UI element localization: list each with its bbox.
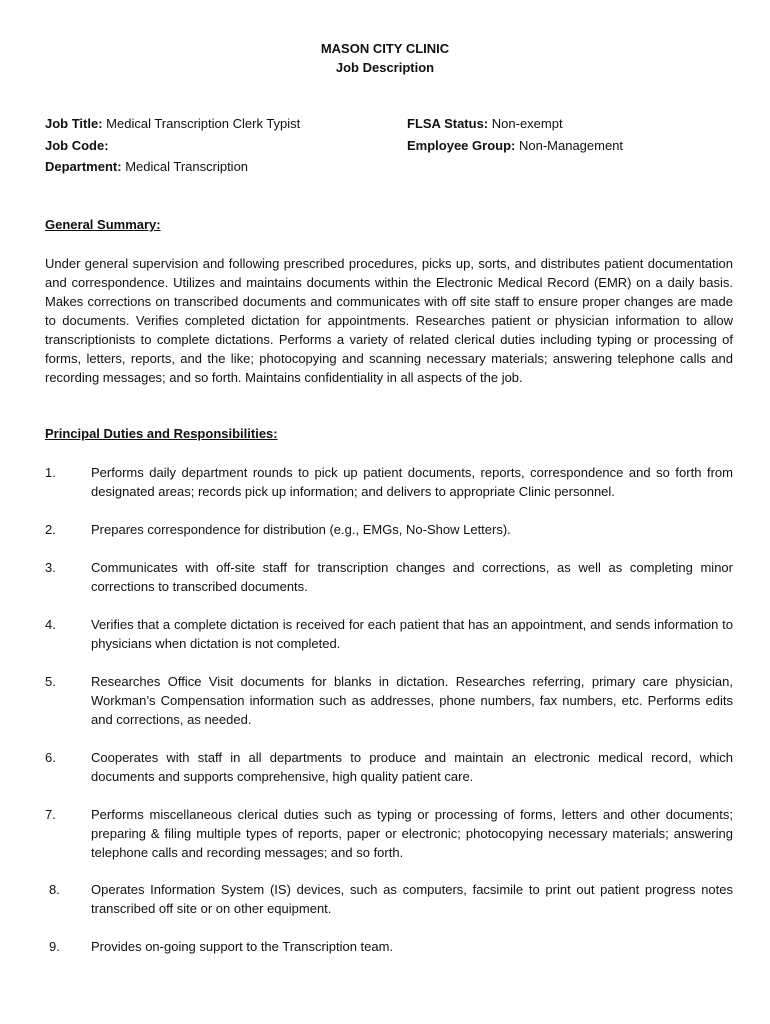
- duty-item: [45, 520, 733, 539]
- general-summary-text: Under general supervision and following prescribed procedures, picks up, sorts, and distributes patient documentation and correspondence. Utilizes and maintains documents within the Electronic Medical Record (EMR) on a daily basis. Makes corrections on transcribed documents and communicates with off site staff to ensure proper changes are made to documents. Verifies completed dictation for appointments. Researches patient or physician information to allow transcriptionists to complete dictations. Performs a variety of related clerical duties including typing or processing of forms, letters, reports, and the like; photocopying and scanning necessary materials; answering telephone calls and recording messages; and so forth. Maintains confidentiality in all aspects of the job.: [45, 256, 733, 385]
- duty-number: 9.: [49, 939, 60, 954]
- duties-heading: Principal Duties and Responsibilities:: [45, 426, 278, 441]
- duty-item: [45, 805, 733, 862]
- job-code-label: Job Code:: [45, 137, 109, 153]
- duty-number: 4.: [45, 617, 56, 632]
- job-info-right: [407, 113, 623, 156]
- duty-number: 7.: [45, 807, 56, 822]
- duty-text: Provides on-going support to the Transcription team.: [91, 939, 394, 954]
- duty-text: Cooperates with staff in all departments to produce and maintain an electronic medical record, which documents and supports comprehensive, high quality patient care.: [91, 750, 733, 784]
- duty-item: [45, 672, 733, 729]
- duty-text: Researches Office Visit documents for blanks in dictation. Researches referring, primary care physician, Workman’s Compensation information such as addresses, phone numbers, fax numbers, etc. Performs edits and corrections, as needed.: [91, 674, 733, 727]
- document-type: Job Description: [335, 60, 435, 75]
- duty-number: 8.: [49, 882, 60, 897]
- job-title-row: [45, 113, 300, 135]
- duty-text: Performs miscellaneous clerical duties such as typing or processing of forms, letters and other documents; preparing & filing multiple types of reports, paper or electronic; photocopying necessary materials; answering telephone calls and recording messages; and so forth.: [91, 807, 733, 860]
- department-label: Department:: [45, 159, 122, 174]
- employee-group-row: [407, 135, 623, 157]
- flsa-value: Non-exempt: [491, 116, 563, 131]
- job-title-value: Medical Transcription Clerk Typist: [106, 116, 301, 131]
- duty-item: [45, 937, 733, 956]
- flsa-label: FLSA Status:: [407, 116, 489, 131]
- duty-text: Verifies that a complete dictation is received for each patient that has an appointment, and sends information to physicians when dictation is not completed.: [91, 617, 733, 651]
- department-value: Medical Transcription: [125, 159, 249, 174]
- duty-number: 3.: [45, 560, 56, 575]
- organization-name: MASON CITY CLINIC: [320, 41, 450, 56]
- duty-number: 6.: [45, 750, 56, 765]
- department-row: [45, 156, 300, 178]
- duty-text: Operates Information System (IS) devices, such as computers, facsimile to print out patient progress notes transcribed off site or on other equipment.: [91, 882, 733, 916]
- duty-number: 1.: [45, 465, 56, 480]
- general-summary-heading: General Summary:: [45, 217, 161, 232]
- duty-text: Communicates with off-site staff for transcription changes and corrections, as well as completing minor corrections to transcribed documents.: [91, 560, 733, 594]
- duty-item: [45, 463, 733, 501]
- job-title-label: Job Title:: [45, 116, 103, 131]
- employee-group-label: Employee Group:: [407, 137, 516, 153]
- duty-text: Performs daily department rounds to pick up patient documents, reports, correspondence and so forth from designated areas; records pick up information; and delivers to appropriate Clinic personnel.: [91, 465, 733, 499]
- duty-item: [45, 558, 733, 596]
- duty-number: 2.: [45, 522, 56, 537]
- duty-item: [45, 748, 733, 786]
- job-code-row: [45, 135, 300, 157]
- duty-text: Prepares correspondence for distribution (e.g., EMGs, No-Show Letters).: [91, 522, 511, 537]
- duty-item: [45, 615, 733, 653]
- job-info-left: [45, 113, 300, 178]
- flsa-row: [407, 113, 623, 135]
- document-title-block: [0, 39, 770, 77]
- employee-group-value: Non-Management: [518, 137, 624, 153]
- duty-item: [45, 880, 733, 918]
- duty-number: 5.: [45, 674, 56, 689]
